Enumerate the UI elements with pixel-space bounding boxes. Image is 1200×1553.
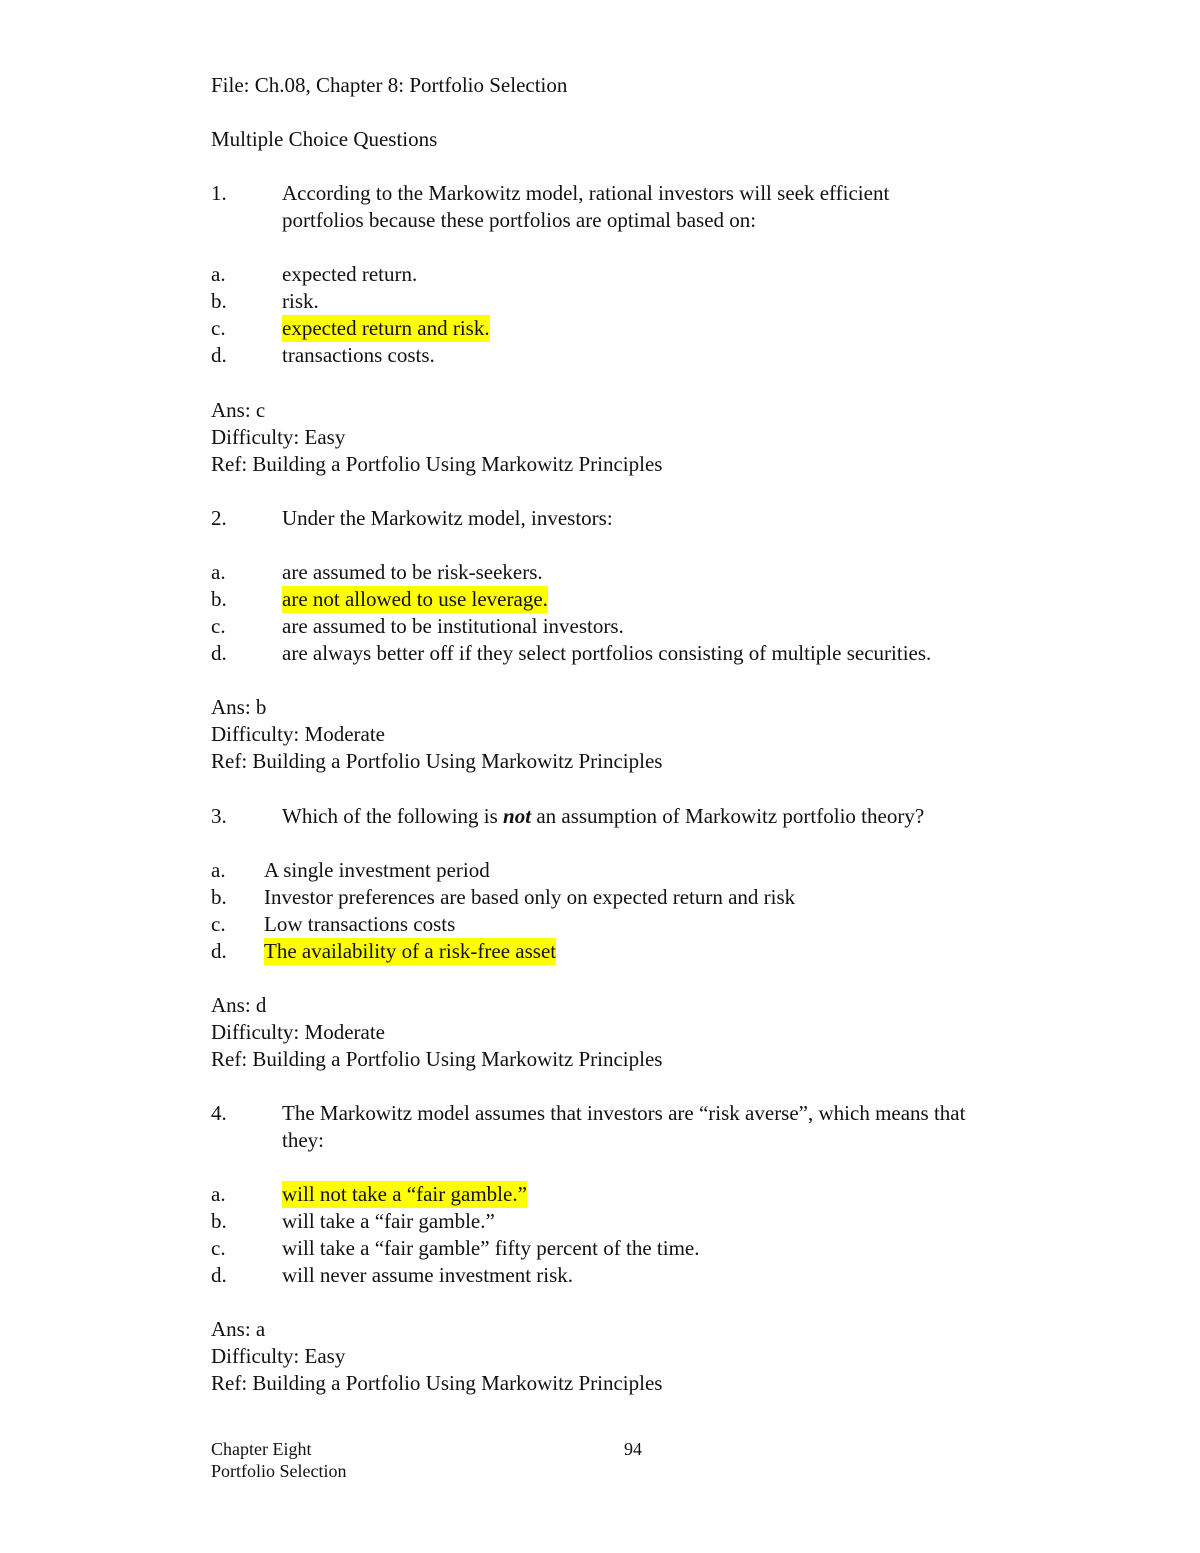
option-text: are assumed to be institutional investors. [282,614,624,638]
option-label: b. [211,885,227,909]
question-4-answer: Ans: a [211,1317,266,1341]
option-text-highlighted: expected return and risk. [282,316,490,340]
option-label: c. [211,316,226,340]
question-1-answer: Ans: c [211,398,266,422]
option-text-highlighted: The availability of a risk-free asset [264,939,557,963]
stem-before: Which of the following is [282,804,504,828]
question-1-ref: Ref: Building a Portfolio Using Markowitz Principles [211,452,663,476]
question-2-difficulty: Difficulty: Moderate [211,722,385,746]
question-stem-text: portfolios because these portfolios are optimal based on: [282,208,757,232]
question-number: 1. [211,181,227,205]
option-label: a. [211,1182,226,1206]
footer-chapter: Chapter Eight [211,1439,312,1459]
option-text: will never assume investment risk. [282,1263,574,1287]
question-stem-text: The Markowitz model assumes that investors are “risk averse”, which means that [282,1101,966,1125]
option-text-highlighted: will not take a “fair gamble.” [282,1182,527,1206]
option-label: a. [211,560,226,584]
option-text: will take a “fair gamble” fifty percent of the time. [282,1236,700,1260]
option-label: b. [211,1209,227,1233]
option-label: c. [211,912,226,936]
page-number: 94 [624,1439,642,1459]
question-stem-text [282,803,924,830]
section-title: Multiple Choice Questions [211,127,438,151]
file-line: File: Ch.08, Chapter 8: Portfolio Selection [211,73,568,97]
option-label: a. [211,262,226,286]
option-text: Low transactions costs [264,912,456,936]
option-text: expected return. [282,262,418,286]
question-stem-text: Under the Markowitz model, investors: [282,506,613,530]
question-number: 3. [211,804,227,828]
option-text: will take a “fair gamble.” [282,1209,495,1233]
option-label: b. [211,587,227,611]
question-4-ref: Ref: Building a Portfolio Using Markowitz Principles [211,1371,663,1395]
option-label: c. [211,1236,226,1260]
question-stem-text: According to the Markowitz model, rational investors will seek efficient [282,181,890,205]
question-number: 2. [211,506,227,530]
question-2-answer: Ans: b [211,695,267,719]
option-label: d. [211,939,227,963]
option-text: are always better off if they select portfolios consisting of multiple securities. [282,641,932,665]
option-label: d. [211,343,227,367]
question-number: 4. [211,1101,227,1125]
option-label: d. [211,641,227,665]
option-text: transactions costs. [282,343,435,367]
option-label: a. [211,858,226,882]
question-3-answer: Ans: d [211,993,267,1017]
question-3-ref: Ref: Building a Portfolio Using Markowitz Principles [211,1047,663,1071]
question-1-difficulty: Difficulty: Easy [211,425,346,449]
option-text-highlighted: are not allowed to use leverage. [282,587,548,611]
question-2-ref: Ref: Building a Portfolio Using Markowitz Principles [211,749,663,773]
question-4-difficulty: Difficulty: Easy [211,1344,346,1368]
option-text: risk. [282,289,319,313]
question-3-difficulty: Difficulty: Moderate [211,1020,385,1044]
option-label: b. [211,289,227,313]
option-label: c. [211,614,226,638]
option-text: Investor preferences are based only on expected return and risk [264,885,796,909]
footer-subtitle: Portfolio Selection [211,1461,347,1481]
question-stem-text: they: [282,1128,324,1152]
stem-emphasis: not [503,804,532,828]
option-label: d. [211,1263,227,1287]
option-text: are assumed to be risk-seekers. [282,560,543,584]
option-text: A single investment period [264,858,490,882]
stem-after: an assumption of Markowitz portfolio theory? [531,804,925,828]
